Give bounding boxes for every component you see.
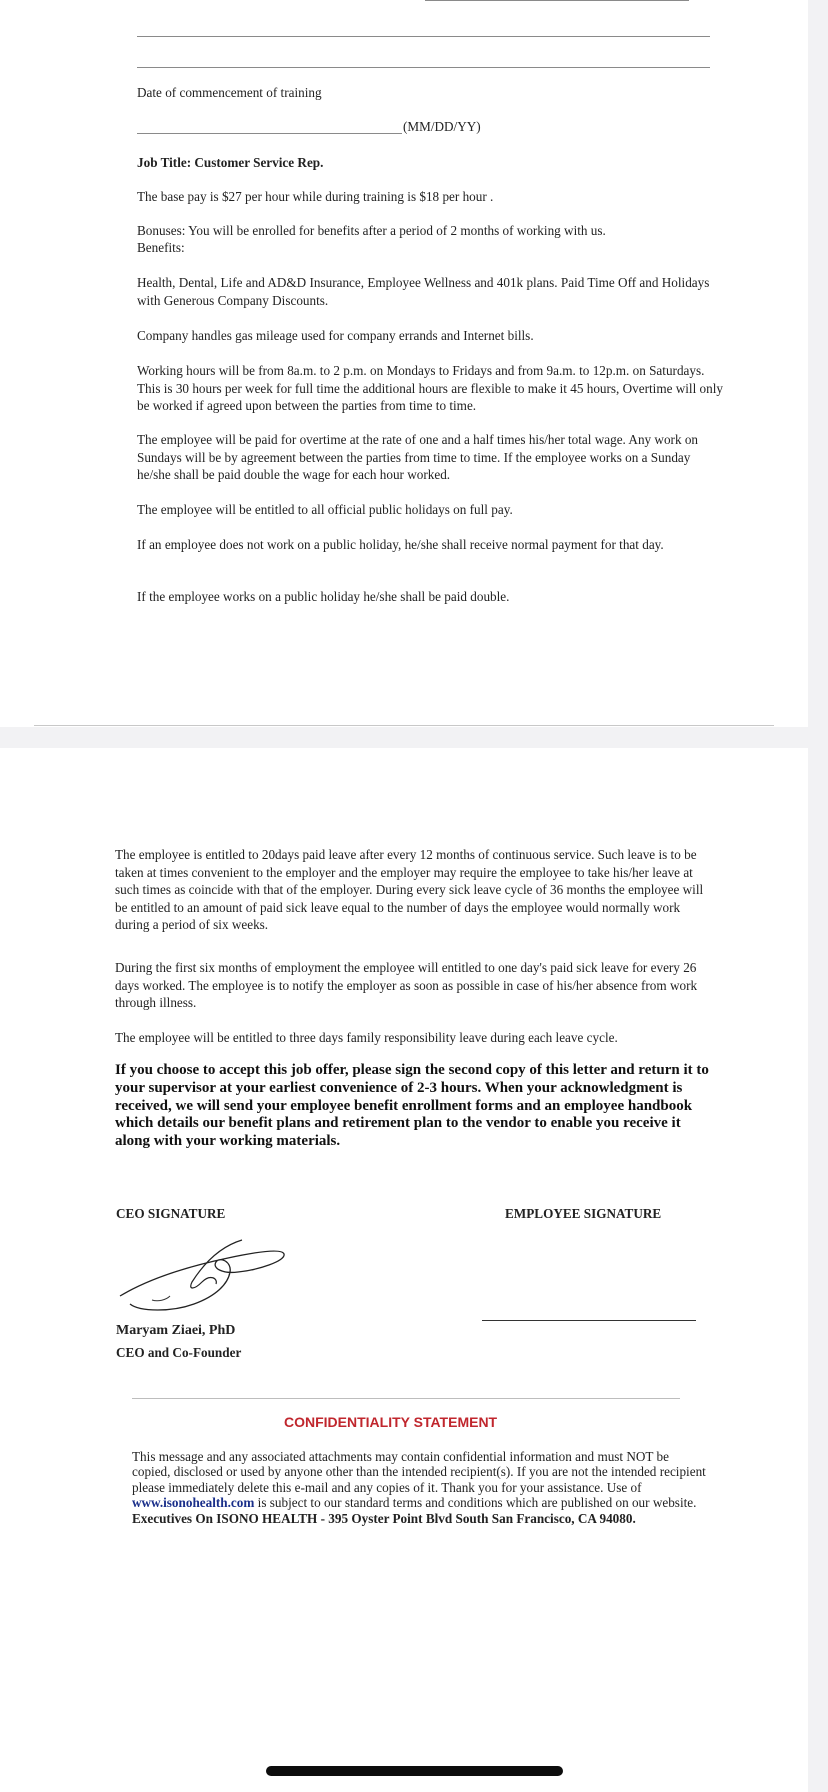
holiday-work: If the employee works on a public holiday he/she shall be paid double. [137,589,510,604]
working-hours: Working hours will be from 8a.m. to 2 p.m. on Mondays to Fridays and from 9a.m. to 12p.m. on Saturdays. This is 30 hours per week for full time the additional hours are flexible to make it 45 hours, Overtime will only be worked if agreed upon between the parties from time to time. [137,363,723,414]
employee-signature-line [482,1320,696,1321]
benefits-label: Benefits: [137,240,185,255]
blank-line [425,0,689,1]
page-bottom-rule [34,725,774,726]
confidentiality-title: CONFIDENTIALITY STATEMENT [284,1414,498,1430]
bonuses: Bonuses: You will be enrolled for benefits after a period of 2 months of working with us. [137,223,606,238]
conf-address: - 395 Oyster Point Blvd South San Francisco, CA 94080. [320,1510,636,1526]
conf-exec: Executives On ISONO HEALTH [132,1510,318,1526]
date-input-line [137,133,402,134]
signer-title: CEO and Co-Founder [116,1345,242,1360]
website-link[interactable]: www.isonohealth.com [132,1495,255,1511]
accept-offer: If you choose to accept this job offer, please sign the second copy of this letter and return it to your supervisor at your earliest convenience of 2-3 hours. When your acknowledgment is received, we will send your employee benefit enrollment forms and an employee handbook which details our benefit plans and retirement plan to the vendor to enable you receive it along with your working materials. [115,1062,709,1150]
signature-stroke [152,1296,170,1301]
mileage: Company handles gas mileage used for company errands and Internet bills. [137,328,534,343]
date-format: (MM/DD/YY) [403,119,481,134]
employee-signature-label: EMPLOYEE SIGNATURE [505,1206,662,1221]
document-page-2 [0,748,808,1792]
blank-line [137,36,710,37]
sick-leave: During the first six months of employment the employee will entitled to one day's paid sick leave for every 26 days worked. The employee is to notify the employer as soon as possible in case of his/her absence from work through illness. [115,960,698,1011]
conf-text-1: This message and any associated attachments may contain confidential information and must NOT be copied, disclosed or used by anyone other than the intended recipient(s). If you are not the intended recipient please immediately delete this e-mail and any copies of it. Thank you for your assistance. Use of [132,1449,706,1495]
benefits: Health, Dental, Life and AD&D Insurance, Employee Wellness and 401k plans. Paid Time Off and Holidays with Generous Company Discounts. [137,275,710,308]
document-page-1 [0,0,808,727]
confidentiality-statement [132,1449,710,1526]
ceo-signature [112,1234,292,1316]
holiday-no-work: If an employee does not work on a public holiday, he/she shall receive normal payment for that day. [137,537,664,552]
home-indicator[interactable] [266,1766,563,1776]
signature-stroke [191,1240,242,1288]
paid-leave: The employee is entitled to 20days paid leave after every 12 months of continuous service. Such leave is to be taken at times convenient to the employer and the employer may require the employee to take his/her leave at such times as coincide with that of the employer. During every sick leave cycle of 36 months the employee will be entitled to an amount of paid sick leave equal to the number of days the employee would normally work during a period of six weeks. [115,847,704,933]
job-title: Job Title: Customer Service Rep. [137,155,324,170]
conf-text-2: is subject to our standard terms and conditions which are published on our website. [257,1495,697,1511]
ceo-signature-label: CEO SIGNATURE [116,1206,226,1221]
signature-stroke [120,1251,284,1310]
confidentiality-rule [132,1398,680,1399]
signer-name: Maryam Ziaei, PhD [116,1323,236,1338]
blank-line [137,67,710,68]
public-holidays: The employee will be entitled to all official public holidays on full pay. [137,502,513,517]
base-pay: The base pay is $27 per hour while during training is $18 per hour . [137,189,494,204]
overtime: The employee will be paid for overtime at the rate of one and a half times his/her total wage. Any work on Sundays will be by agreement between the parties from time to time. If the employee works on a Sunday he/she shall be paid double the wage for each hour worked. [137,432,699,483]
family-leave: The employee will be entitled to three days family responsibility leave during each leave cycle. [115,1030,618,1045]
commencement-label: Date of commencement of training [137,85,322,100]
